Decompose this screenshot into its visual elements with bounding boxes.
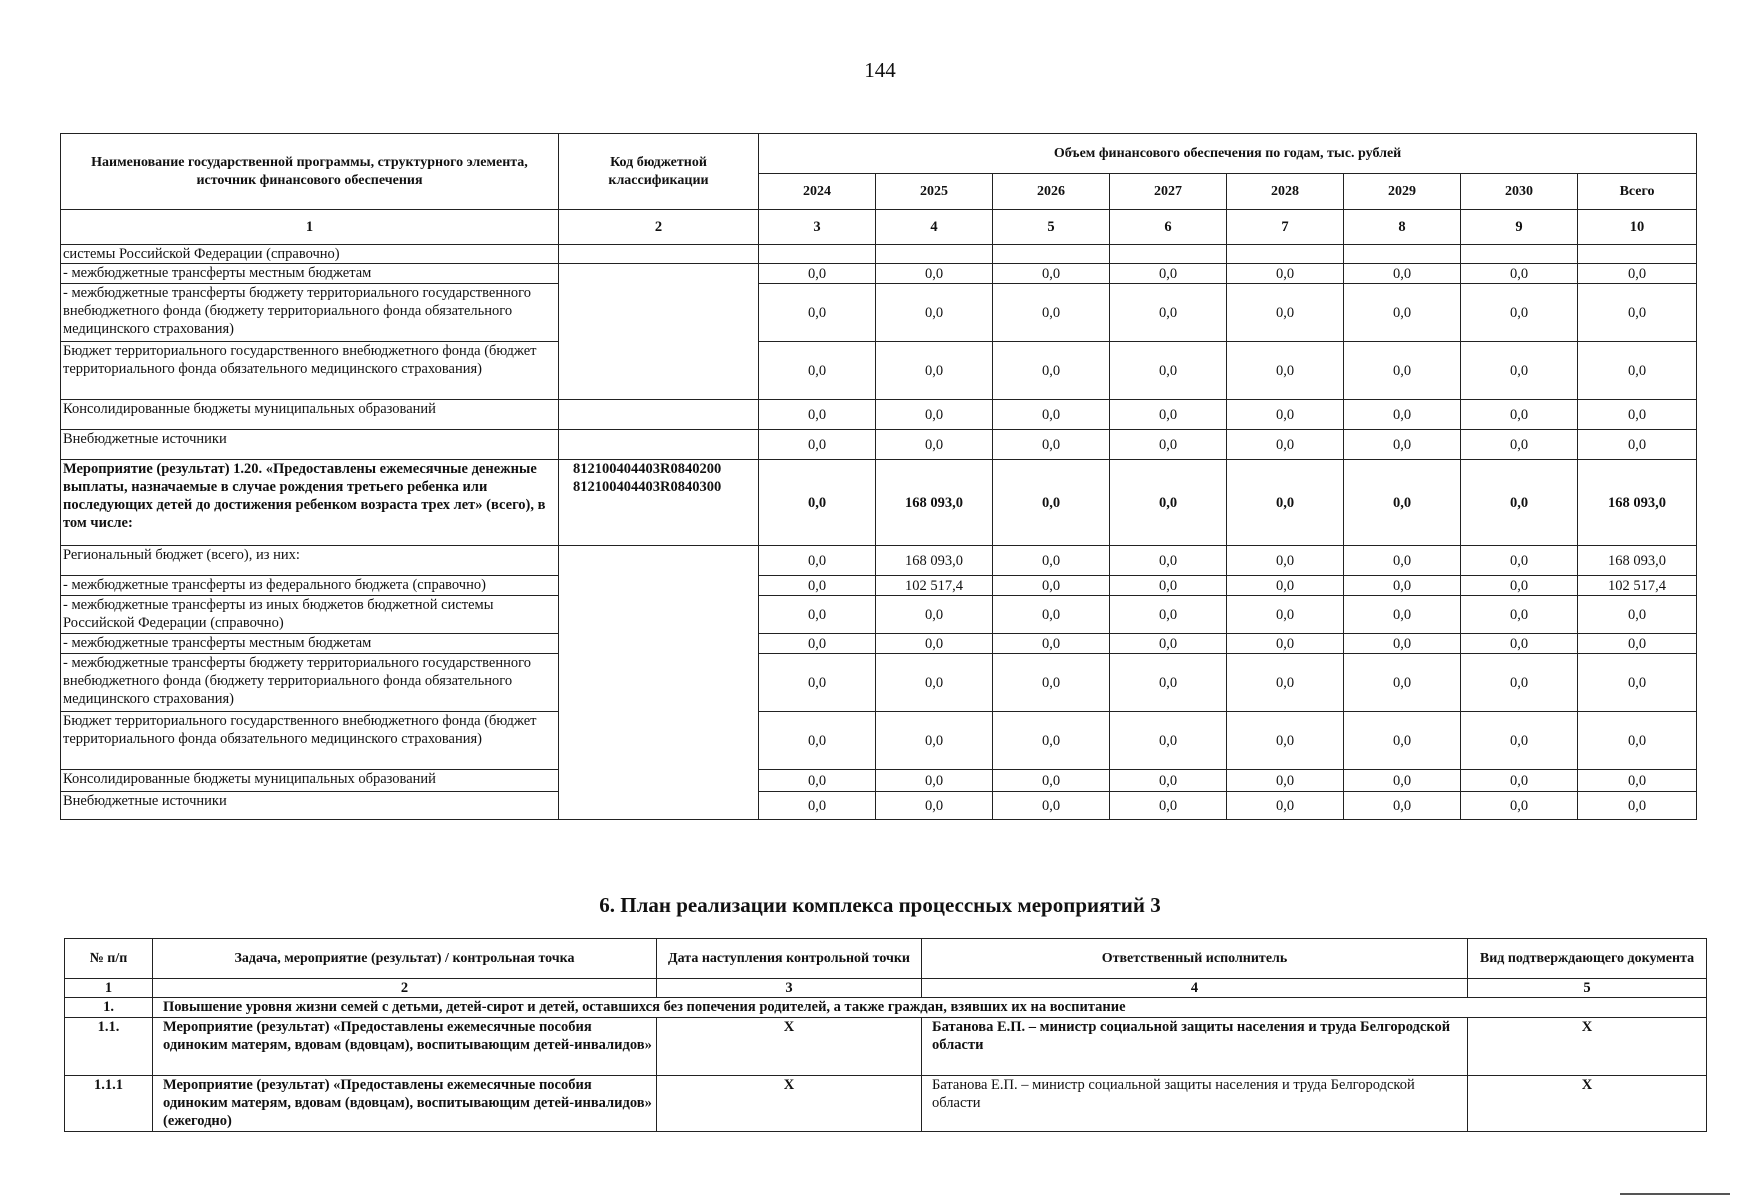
column-number-row bbox=[61, 210, 1697, 245]
section-title: 6. План реализации комплекса процессных мероприятий 3 bbox=[599, 893, 1161, 917]
row-value: 0,0 bbox=[1227, 634, 1344, 654]
row-value: 0,0 bbox=[993, 770, 1110, 792]
row-value: 0,0 bbox=[1344, 284, 1461, 342]
row-value: 0,0 bbox=[1578, 430, 1697, 460]
row-name: Региональный бюджет (всего), из них: bbox=[61, 546, 559, 576]
finance-row bbox=[61, 576, 1697, 596]
column-number: 9 bbox=[1461, 210, 1578, 245]
row-value: 0,0 bbox=[1227, 546, 1344, 576]
column-number: 6 bbox=[1110, 210, 1227, 245]
row-value: 0,0 bbox=[1110, 792, 1227, 820]
row-value: 0,0 bbox=[1110, 634, 1227, 654]
row-value: 0,0 bbox=[1578, 634, 1697, 654]
row-value bbox=[1227, 245, 1344, 264]
row-value: 0,0 bbox=[1461, 792, 1578, 820]
plan-row bbox=[65, 1018, 1707, 1076]
header-doc: Вид подтверждающего документа bbox=[1468, 939, 1707, 979]
row-value: 0,0 bbox=[1110, 264, 1227, 284]
row-value: 168 093,0 bbox=[1578, 546, 1697, 576]
row-value: 0,0 bbox=[759, 400, 876, 430]
plan-table bbox=[64, 938, 1707, 1132]
row-value: 0,0 bbox=[1110, 576, 1227, 596]
row-value: 168 093,0 bbox=[876, 460, 993, 546]
row-value: 0,0 bbox=[1344, 654, 1461, 712]
column-number: 2 bbox=[153, 979, 657, 998]
row-name: Внебюджетные источники bbox=[61, 430, 559, 460]
row-value: 0,0 bbox=[1227, 342, 1344, 400]
header-responsible: Ответственный исполнитель bbox=[922, 939, 1468, 979]
header-year: 2027 bbox=[1110, 174, 1227, 210]
row-value: 0,0 bbox=[1344, 400, 1461, 430]
row-value: 0,0 bbox=[1110, 770, 1227, 792]
row-value bbox=[1461, 245, 1578, 264]
row-value bbox=[1344, 245, 1461, 264]
row-value: 0,0 bbox=[876, 792, 993, 820]
row-value: 0,0 bbox=[1578, 342, 1697, 400]
row-name: - межбюджетные трансферты из федерального бюджета (справочно) bbox=[61, 576, 559, 596]
row-value: 0,0 bbox=[1578, 284, 1697, 342]
row-value: 0,0 bbox=[993, 792, 1110, 820]
finance-row bbox=[61, 460, 1697, 546]
finance-table bbox=[60, 133, 1697, 820]
row-value: 0,0 bbox=[1461, 400, 1578, 430]
column-number-row bbox=[65, 979, 1707, 998]
row-value: 0,0 bbox=[1461, 654, 1578, 712]
row-value: 0,0 bbox=[1110, 596, 1227, 634]
row-value: 0,0 bbox=[1578, 400, 1697, 430]
column-number: 7 bbox=[1227, 210, 1344, 245]
row-value: 0,0 bbox=[1227, 430, 1344, 460]
row-value: 0,0 bbox=[759, 264, 876, 284]
task-number: 1. bbox=[65, 998, 153, 1018]
row-value: 0,0 bbox=[1461, 546, 1578, 576]
row-value: 0,0 bbox=[1461, 284, 1578, 342]
row-value: 0,0 bbox=[1461, 430, 1578, 460]
row-value: 0,0 bbox=[759, 546, 876, 576]
finance-row bbox=[61, 430, 1697, 460]
row-value: 0,0 bbox=[993, 342, 1110, 400]
row-value: 0,0 bbox=[1110, 460, 1227, 546]
header-year: 2030 bbox=[1461, 174, 1578, 210]
row-value: 0,0 bbox=[1110, 654, 1227, 712]
row-value: 0,0 bbox=[1344, 792, 1461, 820]
row-value: 0,0 bbox=[1461, 712, 1578, 770]
row-value: 0,0 bbox=[993, 400, 1110, 430]
row-value: 0,0 bbox=[759, 712, 876, 770]
row-name: Бюджет территориального государственного внебюджетного фонда (бюджет территориального фонда обязательного медицинского страхования) bbox=[61, 342, 559, 400]
row-name: - межбюджетные трансферты бюджету территориального государственного внебюджетного фонда (бюджету территориального фонда обязательного медицинского страхования) bbox=[61, 654, 559, 712]
row-value: 0,0 bbox=[1344, 546, 1461, 576]
header-year: 2026 bbox=[993, 174, 1110, 210]
row-value: 0,0 bbox=[1344, 342, 1461, 400]
finance-row bbox=[61, 400, 1697, 430]
row-value: 0,0 bbox=[1227, 284, 1344, 342]
row-date: X bbox=[657, 1076, 922, 1132]
row-value: 0,0 bbox=[993, 596, 1110, 634]
column-number: 1 bbox=[65, 979, 153, 998]
row-value: 0,0 bbox=[1227, 596, 1344, 634]
row-value: 168 093,0 bbox=[1578, 460, 1697, 546]
finance-row bbox=[61, 634, 1697, 654]
row-doc: X bbox=[1468, 1076, 1707, 1132]
row-name: Мероприятие (результат) 1.20. «Предоставлены ежемесячные денежные выплаты, назначаемые в случае рождения третьего ребенка или последующих детей до достижения ребенком возраста трех лет» (всего), в том числе: bbox=[61, 460, 559, 546]
row-number: 1.1.1 bbox=[65, 1076, 153, 1132]
row-code bbox=[559, 400, 759, 430]
row-value: 0,0 bbox=[1227, 264, 1344, 284]
row-value: 0,0 bbox=[1344, 430, 1461, 460]
row-code bbox=[559, 264, 759, 400]
header-code: Код бюджетной классификации bbox=[559, 134, 759, 210]
column-number: 3 bbox=[657, 979, 922, 998]
row-value: 0,0 bbox=[1110, 342, 1227, 400]
row-value: 102 517,4 bbox=[876, 576, 993, 596]
plan-row bbox=[65, 1076, 1707, 1132]
finance-row bbox=[61, 264, 1697, 284]
row-task: Мероприятие (результат) «Предоставлены ежемесячные пособия одиноким матерям, вдовам (вдовцам), воспитывающим детей-инвалидов» (ежегодно) bbox=[153, 1076, 657, 1132]
header-year: 2024 bbox=[759, 174, 876, 210]
row-value: 0,0 bbox=[1344, 576, 1461, 596]
finance-row bbox=[61, 342, 1697, 400]
column-number: 4 bbox=[922, 979, 1468, 998]
row-value: 0,0 bbox=[1344, 770, 1461, 792]
finance-row bbox=[61, 284, 1697, 342]
row-value: 0,0 bbox=[1344, 712, 1461, 770]
row-task: Мероприятие (результат) «Предоставлены ежемесячные пособия одиноким матерям, вдовам (вдовцам), воспитывающим детей-инвалидов» bbox=[153, 1018, 657, 1076]
row-number: 1.1. bbox=[65, 1018, 153, 1076]
row-value: 0,0 bbox=[876, 596, 993, 634]
row-value bbox=[1578, 245, 1697, 264]
column-number: 5 bbox=[993, 210, 1110, 245]
row-name: системы Российской Федерации (справочно) bbox=[61, 245, 559, 264]
row-value: 0,0 bbox=[1110, 400, 1227, 430]
column-number: 10 bbox=[1578, 210, 1697, 245]
row-value: 0,0 bbox=[759, 770, 876, 792]
row-value: 0,0 bbox=[993, 546, 1110, 576]
row-code bbox=[559, 430, 759, 460]
row-value: 0,0 bbox=[759, 792, 876, 820]
row-name: Консолидированные бюджеты муниципальных образований bbox=[61, 400, 559, 430]
row-value: 0,0 bbox=[993, 576, 1110, 596]
row-value: 0,0 bbox=[1344, 264, 1461, 284]
row-value bbox=[759, 245, 876, 264]
row-value: 0,0 bbox=[1461, 770, 1578, 792]
row-value: 0,0 bbox=[759, 576, 876, 596]
row-value: 0,0 bbox=[876, 654, 993, 712]
row-value: 0,0 bbox=[1578, 770, 1697, 792]
finance-row bbox=[61, 654, 1697, 712]
row-value: 0,0 bbox=[1578, 596, 1697, 634]
row-value: 0,0 bbox=[1227, 576, 1344, 596]
header-task: Задача, мероприятие (результат) / контрольная точка bbox=[153, 939, 657, 979]
row-value: 0,0 bbox=[1227, 460, 1344, 546]
row-value: 0,0 bbox=[993, 712, 1110, 770]
row-value: 0,0 bbox=[1461, 460, 1578, 546]
row-value: 0,0 bbox=[1110, 430, 1227, 460]
row-value: 0,0 bbox=[759, 654, 876, 712]
row-value: 0,0 bbox=[876, 284, 993, 342]
finance-row bbox=[61, 792, 1697, 820]
row-value: 0,0 bbox=[993, 460, 1110, 546]
row-name: - межбюджетные трансферты бюджету территориального государственного внебюджетного фонда (бюджету территориального фонда обязательного медицинского страхования) bbox=[61, 284, 559, 342]
header-name: Наименование государственной программы, структурного элемента, источник финансового обеспечения bbox=[61, 134, 559, 210]
row-value: 0,0 bbox=[1227, 770, 1344, 792]
finance-row bbox=[61, 245, 1697, 264]
row-value bbox=[993, 245, 1110, 264]
row-value: 0,0 bbox=[1227, 654, 1344, 712]
column-number: 2 bbox=[559, 210, 759, 245]
page-number: 144 bbox=[864, 58, 896, 82]
row-value: 0,0 bbox=[1344, 596, 1461, 634]
row-value: 0,0 bbox=[1461, 634, 1578, 654]
column-number: 4 bbox=[876, 210, 993, 245]
row-value: 0,0 bbox=[876, 712, 993, 770]
row-doc: X bbox=[1468, 1018, 1707, 1076]
finance-table-body bbox=[61, 210, 1697, 820]
row-value: 0,0 bbox=[993, 634, 1110, 654]
finance-row bbox=[61, 596, 1697, 634]
row-value: 0,0 bbox=[1461, 596, 1578, 634]
row-name: - межбюджетные трансферты из иных бюджетов бюджетной системы Российской Федерации (справочно) bbox=[61, 596, 559, 634]
column-number: 3 bbox=[759, 210, 876, 245]
row-value bbox=[1110, 245, 1227, 264]
finance-row bbox=[61, 712, 1697, 770]
row-value: 0,0 bbox=[1578, 792, 1697, 820]
row-name: Внебюджетные источники bbox=[61, 792, 559, 820]
row-value: 168 093,0 bbox=[876, 546, 993, 576]
row-value: 0,0 bbox=[759, 430, 876, 460]
row-value: 0,0 bbox=[759, 342, 876, 400]
row-value: 0,0 bbox=[1344, 460, 1461, 546]
row-value: 0,0 bbox=[1344, 634, 1461, 654]
header-year: 2025 bbox=[876, 174, 993, 210]
row-code bbox=[559, 546, 759, 820]
row-name: Консолидированные бюджеты муниципальных образований bbox=[61, 770, 559, 792]
row-value: 0,0 bbox=[1578, 712, 1697, 770]
row-value: 0,0 bbox=[1461, 342, 1578, 400]
column-number: 5 bbox=[1468, 979, 1707, 998]
header-total: Всего bbox=[1578, 174, 1697, 210]
header-year: 2029 bbox=[1344, 174, 1461, 210]
row-value: 0,0 bbox=[993, 654, 1110, 712]
column-number: 8 bbox=[1344, 210, 1461, 245]
column-number: 1 bbox=[61, 210, 559, 245]
row-date: X bbox=[657, 1018, 922, 1076]
row-value: 0,0 bbox=[759, 460, 876, 546]
row-value: 102 517,4 bbox=[1578, 576, 1697, 596]
row-name: Бюджет территориального государственного внебюджетного фонда (бюджет территориального фонда обязательного медицинского страхования) bbox=[61, 712, 559, 770]
task-text: Повышение уровня жизни семей с детьми, детей-сирот и детей, оставшихся без попечения родителей, а также граждан, взявших их на воспитание bbox=[153, 998, 1707, 1018]
header-date: Дата наступления контрольной точки bbox=[657, 939, 922, 979]
row-responsible: Батанова Е.П. – министр социальной защиты населения и труда Белгородской области bbox=[922, 1018, 1468, 1076]
header-num: № п/п bbox=[65, 939, 153, 979]
finance-row bbox=[61, 546, 1697, 576]
row-value: 0,0 bbox=[759, 634, 876, 654]
row-value: 0,0 bbox=[876, 400, 993, 430]
header-volume: Объем финансового обеспечения по годам, тыс. рублей bbox=[759, 134, 1697, 174]
scan-artifact-line bbox=[1620, 1193, 1730, 1195]
row-code: 812100404403R0840200 812100404403R0840300 bbox=[559, 460, 759, 546]
row-value: 0,0 bbox=[1110, 546, 1227, 576]
row-value: 0,0 bbox=[1227, 400, 1344, 430]
row-value: 0,0 bbox=[876, 342, 993, 400]
row-value: 0,0 bbox=[993, 264, 1110, 284]
row-value: 0,0 bbox=[759, 596, 876, 634]
task-row bbox=[65, 998, 1707, 1018]
row-value: 0,0 bbox=[993, 430, 1110, 460]
row-value: 0,0 bbox=[1461, 264, 1578, 284]
row-responsible: Батанова Е.П. – министр социальной защиты населения и труда Белгородской области bbox=[922, 1076, 1468, 1132]
row-value: 0,0 bbox=[1461, 576, 1578, 596]
header-year: 2028 bbox=[1227, 174, 1344, 210]
row-value: 0,0 bbox=[1227, 792, 1344, 820]
row-value: 0,0 bbox=[1578, 264, 1697, 284]
row-value bbox=[876, 245, 993, 264]
row-value: 0,0 bbox=[876, 634, 993, 654]
row-value: 0,0 bbox=[1110, 712, 1227, 770]
row-name: - межбюджетные трансферты местным бюджетам bbox=[61, 634, 559, 654]
row-value: 0,0 bbox=[876, 264, 993, 284]
row-value: 0,0 bbox=[759, 284, 876, 342]
row-value: 0,0 bbox=[1227, 712, 1344, 770]
row-value: 0,0 bbox=[1110, 284, 1227, 342]
row-value: 0,0 bbox=[1578, 654, 1697, 712]
row-name: - межбюджетные трансферты местным бюджетам bbox=[61, 264, 559, 284]
row-code bbox=[559, 245, 759, 264]
row-value: 0,0 bbox=[993, 284, 1110, 342]
row-value: 0,0 bbox=[876, 430, 993, 460]
finance-row bbox=[61, 770, 1697, 792]
row-value: 0,0 bbox=[876, 770, 993, 792]
